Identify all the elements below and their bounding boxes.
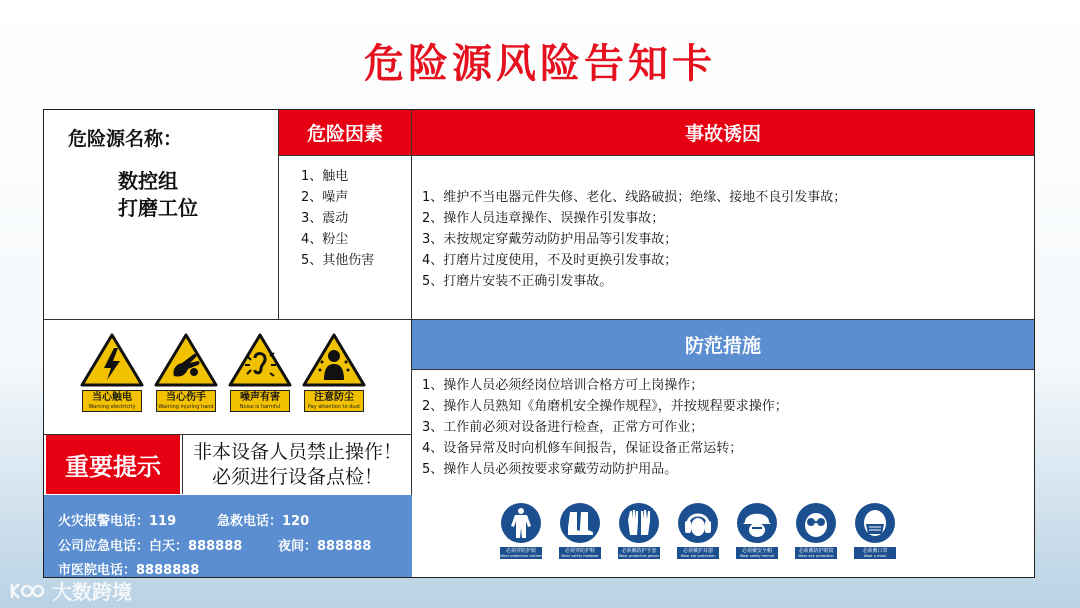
prevention-item: 3、工作前必须对设备进行检查，正常方可作业； <box>422 420 704 435</box>
accident-cause-item: 4、打磨片过度使用，不及时更换引发事故； <box>422 253 678 268</box>
gloves-icon <box>618 502 660 544</box>
hazard-source-value <box>118 168 198 222</box>
prevention-list <box>422 375 788 480</box>
warning-sign <box>80 332 144 412</box>
accident-cause-item: 1、维护不当电器元件失修、老化、线路破损；绝缘、接地不良引发事故； <box>422 190 847 205</box>
prevention-heading: 防范措施 <box>412 320 1034 369</box>
sign-label-en: Warning electricity <box>88 404 136 410</box>
dust-icon <box>302 332 366 388</box>
safety-boots-icon <box>559 502 601 544</box>
accident-causes-list <box>422 187 846 292</box>
risk-factor-item: 1、触电 <box>301 169 349 184</box>
warning-sign <box>302 332 366 412</box>
ppe-label-en: Wear eye protection <box>798 554 834 558</box>
prevention-item: 4、设备异常及时向机修车间报告，保证设备正常运转； <box>422 441 743 456</box>
safety-helmet-icon <box>736 502 778 544</box>
sign-label-en: Pay attention to dust <box>307 404 361 410</box>
sign-label-cn: 注意防尘 <box>314 392 354 403</box>
sign-label-cn: 当心触电 <box>92 392 132 403</box>
sign-label-cn: 当心伤手 <box>166 392 206 403</box>
important-notice-text <box>182 435 412 494</box>
accident-cause-item: 3、未按规定穿戴劳动防护用品等引发事故； <box>422 232 678 247</box>
ambulance-label: 急救电话： <box>217 514 283 529</box>
ppe-label-en: Wear protective clothes <box>500 554 542 558</box>
warning-sign <box>228 332 292 412</box>
ppe-sign <box>854 502 896 559</box>
ppe-sign <box>559 502 601 559</box>
hand-injury-icon <box>154 332 218 388</box>
company-label: 公司应急电话： <box>58 539 150 554</box>
ppe-sign <box>795 502 837 559</box>
hospital-label: 市医院电话： <box>58 563 137 578</box>
accident-cause-item: 2、操作人员违章操作、误操作引发事故； <box>422 211 665 226</box>
prevention-item: 5、操作人员必须按要求穿戴劳动防护用品。 <box>422 462 678 477</box>
ppe-sign <box>736 502 778 559</box>
night-number: 888888 <box>317 539 372 554</box>
protective-clothing-icon <box>500 502 542 544</box>
hazard-source-line1: 数控组 <box>118 169 178 193</box>
risk-factors-list <box>301 166 374 271</box>
ppe-label-en: Wear a mask <box>863 554 887 558</box>
sign-label-en: Noise is harmful <box>239 404 281 410</box>
risk-factor-item: 2、噪声 <box>301 190 349 205</box>
electric-shock-icon <box>80 332 144 388</box>
emergency-contacts <box>44 495 412 577</box>
prevention-item: 1、操作人员必须经岗位培训合格方可上岗操作； <box>422 378 704 393</box>
watermark-text: 大数跨境 <box>52 580 132 604</box>
risk-factor-item: 4、粉尘 <box>301 232 349 247</box>
accident-causes-heading: 事故诱因 <box>412 110 1034 155</box>
ppe-label-cn: 必须穿防护鞋 <box>564 548 595 554</box>
ppe-label-en: Wear ear protection <box>680 554 716 558</box>
accident-cause-item: 5、打磨片安装不正确引发事故。 <box>422 274 613 289</box>
page-title: 危险源风险告知卡 <box>364 41 716 87</box>
day-number: 888888 <box>188 539 243 554</box>
ppe-sign <box>618 502 660 559</box>
risk-factors-heading: 危险因素 <box>279 110 411 155</box>
ppe-label-en: Wear protective gloves <box>618 554 660 558</box>
ppe-label-en: Wear safety helmet <box>739 554 775 558</box>
warning-signs <box>80 332 366 412</box>
hazard-source-line2: 打磨工位 <box>118 196 198 220</box>
fire-label: 火灾报警电话： <box>58 514 150 529</box>
sign-label-en: Warning injuring hand <box>158 404 214 410</box>
notice-line2: 必须进行设备点检！ <box>211 466 383 488</box>
hospital-number: 8888888 <box>136 563 200 578</box>
night-label: 夜间： <box>278 539 318 554</box>
ppe-label-cn: 必须穿防护服 <box>505 548 536 554</box>
important-notice-label: 重要提示 <box>46 435 180 494</box>
watermark-logo-icon <box>8 580 46 602</box>
goggles-icon <box>795 502 837 544</box>
watermark <box>8 576 132 605</box>
ear-protection-icon <box>677 502 719 544</box>
day-label: 白天： <box>149 539 189 554</box>
risk-factor-item: 3、震动 <box>301 211 349 226</box>
noise-icon <box>228 332 292 388</box>
ppe-label-cn: 必须戴防护眼镜 <box>798 548 834 554</box>
ppe-signs <box>500 502 896 559</box>
prevention-item: 2、操作人员熟知《角磨机安全操作规程》，并按规程要求操作； <box>422 399 788 414</box>
ppe-label-cn: 必须戴安全帽 <box>741 548 772 554</box>
ppe-label-cn: 必须戴护耳器 <box>682 548 713 554</box>
ppe-label-en: Wear safety footwear <box>561 554 599 558</box>
risk-card <box>43 109 1035 578</box>
notice-line1: 非本设备人员禁止操作！ <box>192 441 402 463</box>
hazard-source-label: 危险源名称： <box>68 128 183 150</box>
ppe-label-cn: 必须戴防护手套 <box>621 548 657 554</box>
ppe-sign <box>677 502 719 559</box>
ambulance-number: 120 <box>282 514 310 529</box>
sign-label-cn: 噪声有害 <box>240 392 280 403</box>
ppe-sign <box>500 502 542 559</box>
risk-factor-item: 5、其他伤害 <box>301 253 375 268</box>
mask-icon <box>854 502 896 544</box>
fire-number: 119 <box>149 514 177 529</box>
ppe-label-cn: 必须戴口罩 <box>862 548 888 554</box>
warning-sign <box>154 332 218 412</box>
